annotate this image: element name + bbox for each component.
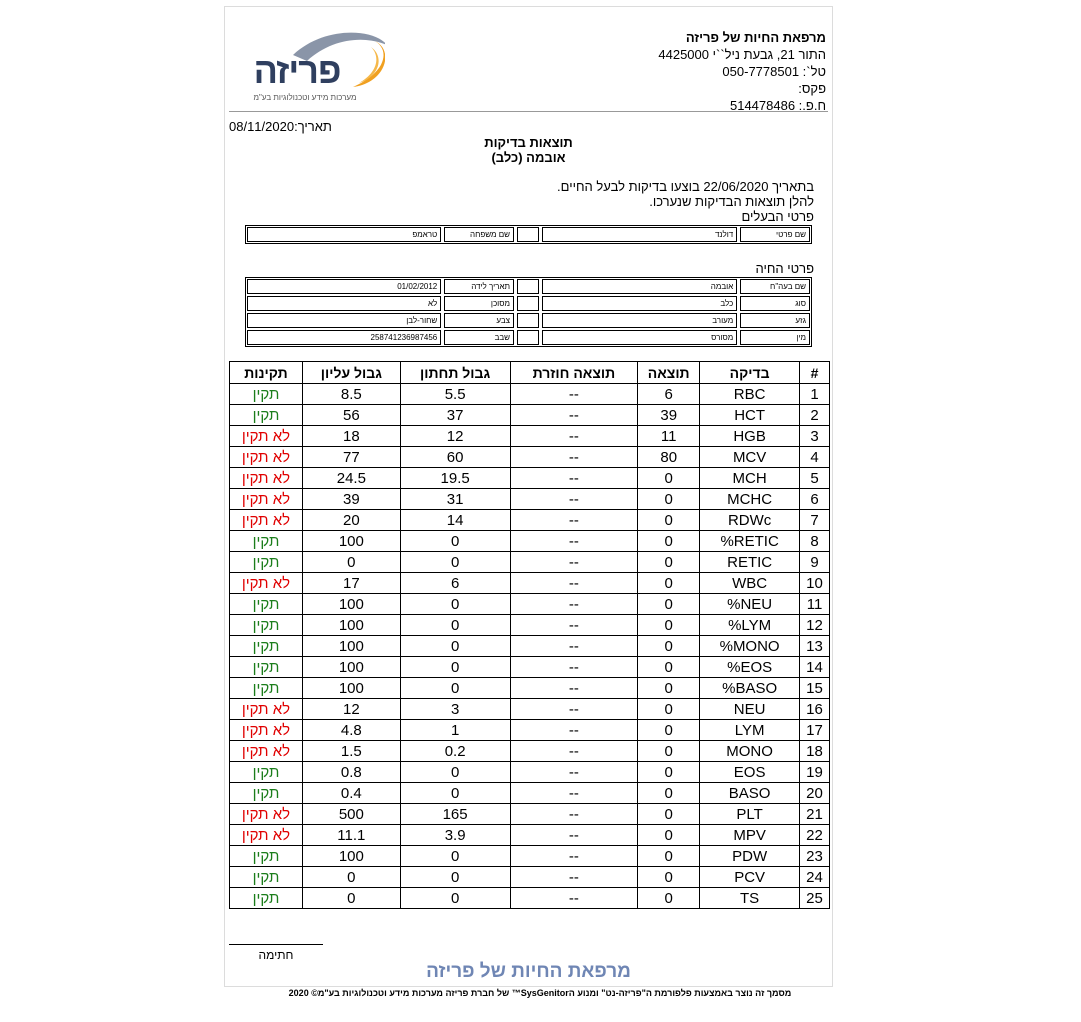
table-row bbox=[230, 468, 830, 489]
lower-limit: 1 bbox=[400, 720, 510, 741]
lower-limit: 3.9 bbox=[400, 825, 510, 846]
lower-limit: 37 bbox=[400, 405, 510, 426]
result-value: 0 bbox=[638, 615, 700, 636]
repeat-result: -- bbox=[510, 594, 638, 615]
detail-label: סוג bbox=[740, 296, 810, 311]
row-number: 7 bbox=[800, 510, 830, 531]
table-row bbox=[230, 825, 830, 846]
status-value: לא תקין bbox=[230, 447, 303, 468]
owner-row bbox=[247, 227, 810, 242]
row-number: 15 bbox=[800, 678, 830, 699]
intro-text bbox=[557, 179, 814, 209]
repeat-result: -- bbox=[510, 699, 638, 720]
repeat-result: -- bbox=[510, 720, 638, 741]
row-number: 12 bbox=[800, 615, 830, 636]
upper-limit: 39 bbox=[302, 489, 400, 510]
results-table bbox=[229, 361, 830, 909]
test-name: MCV bbox=[700, 447, 800, 468]
status-value: לא תקין bbox=[230, 804, 303, 825]
table-row bbox=[230, 405, 830, 426]
header-divider bbox=[229, 111, 828, 112]
status-value: תקין bbox=[230, 678, 303, 699]
detail-label: שבב bbox=[444, 330, 514, 345]
test-name: TS bbox=[700, 888, 800, 909]
test-name: PCV bbox=[700, 867, 800, 888]
animal-section-title: פרטי החיה bbox=[755, 261, 814, 276]
lower-limit: 12 bbox=[400, 426, 510, 447]
status-value: תקין bbox=[230, 384, 303, 405]
upper-limit: 100 bbox=[302, 594, 400, 615]
result-value: 0 bbox=[638, 846, 700, 867]
col-header-result: תוצאה bbox=[638, 362, 700, 384]
results-header-row bbox=[230, 362, 830, 384]
col-header-num: # bbox=[800, 362, 830, 384]
status-value: תקין bbox=[230, 615, 303, 636]
table-row bbox=[230, 447, 830, 468]
col-header-repeat: תוצאה חוזרת bbox=[510, 362, 638, 384]
date-value: 08/11/2020 bbox=[229, 119, 295, 134]
col-header-lower: גבול תחתון bbox=[400, 362, 510, 384]
intro-line-2: להלן תוצאות הבדיקות שנערכו. bbox=[649, 194, 814, 209]
test-name: RETIC bbox=[700, 552, 800, 573]
result-value: 0 bbox=[638, 699, 700, 720]
row-number: 2 bbox=[800, 405, 830, 426]
repeat-result: -- bbox=[510, 468, 638, 489]
result-value: 0 bbox=[638, 762, 700, 783]
test-name: HGB bbox=[700, 426, 800, 447]
upper-limit: 0 bbox=[302, 867, 400, 888]
test-name: EOS% bbox=[700, 657, 800, 678]
detail-label: תאריך לידה bbox=[444, 279, 514, 294]
status-value: תקין bbox=[230, 762, 303, 783]
repeat-result: -- bbox=[510, 657, 638, 678]
clinic-name: מרפאת החיות של פריזה bbox=[685, 30, 826, 45]
lower-limit: 0 bbox=[400, 867, 510, 888]
lower-limit: 0 bbox=[400, 657, 510, 678]
repeat-result: -- bbox=[510, 741, 638, 762]
table-row bbox=[230, 741, 830, 762]
lower-limit: 0 bbox=[400, 552, 510, 573]
repeat-result: -- bbox=[510, 678, 638, 699]
signature-line bbox=[229, 944, 323, 945]
row-number: 5 bbox=[800, 468, 830, 489]
upper-limit: 56 bbox=[302, 405, 400, 426]
first-name-label: שם פרטי bbox=[740, 227, 810, 242]
animal-details-box bbox=[245, 277, 812, 347]
table-row bbox=[230, 657, 830, 678]
animal-row bbox=[247, 313, 810, 328]
repeat-result: -- bbox=[510, 552, 638, 573]
test-name: LYM% bbox=[700, 615, 800, 636]
col-header-upper: גבול עליון bbox=[302, 362, 400, 384]
spacer-cell bbox=[517, 227, 539, 242]
signature-label: חתימה bbox=[258, 948, 294, 962]
report-date bbox=[229, 119, 332, 134]
result-value: 0 bbox=[638, 867, 700, 888]
upper-limit: 24.5 bbox=[302, 468, 400, 489]
status-value: לא תקין bbox=[230, 489, 303, 510]
table-row bbox=[230, 888, 830, 909]
result-value: 0 bbox=[638, 825, 700, 846]
row-number: 3 bbox=[800, 426, 830, 447]
upper-limit: 18 bbox=[302, 426, 400, 447]
detail-value: לא bbox=[247, 296, 441, 311]
result-value: 0 bbox=[638, 531, 700, 552]
test-name: HCT bbox=[700, 405, 800, 426]
detail-value: אובמה bbox=[542, 279, 737, 294]
row-number: 9 bbox=[800, 552, 830, 573]
spacer-cell bbox=[517, 279, 539, 294]
upper-limit: 8.5 bbox=[302, 384, 400, 405]
test-name: BASO% bbox=[700, 678, 800, 699]
test-name: WBC bbox=[700, 573, 800, 594]
spacer-cell bbox=[517, 296, 539, 311]
result-value: 39 bbox=[638, 405, 700, 426]
repeat-result: -- bbox=[510, 846, 638, 867]
result-value: 0 bbox=[638, 468, 700, 489]
repeat-result: -- bbox=[510, 783, 638, 804]
test-name: MONO bbox=[700, 741, 800, 762]
repeat-result: -- bbox=[510, 573, 638, 594]
upper-limit: 500 bbox=[302, 804, 400, 825]
status-value: תקין bbox=[230, 405, 303, 426]
result-value: 11 bbox=[638, 426, 700, 447]
detail-value: כלב bbox=[542, 296, 737, 311]
lower-limit: 0 bbox=[400, 888, 510, 909]
row-number: 4 bbox=[800, 447, 830, 468]
row-number: 6 bbox=[800, 489, 830, 510]
repeat-result: -- bbox=[510, 384, 638, 405]
repeat-result: -- bbox=[510, 426, 638, 447]
row-number: 1 bbox=[800, 384, 830, 405]
clinic-fax: פקס: bbox=[798, 81, 826, 96]
upper-limit: 0.8 bbox=[302, 762, 400, 783]
result-value: 0 bbox=[638, 510, 700, 531]
result-value: 6 bbox=[638, 384, 700, 405]
detail-label: שם בעה"ח bbox=[740, 279, 810, 294]
result-value: 0 bbox=[638, 594, 700, 615]
result-value: 0 bbox=[638, 741, 700, 762]
repeat-result: -- bbox=[510, 447, 638, 468]
lower-limit: 0 bbox=[400, 615, 510, 636]
status-value: תקין bbox=[230, 846, 303, 867]
animal-row bbox=[247, 296, 810, 311]
result-value: 0 bbox=[638, 804, 700, 825]
status-value: תקין bbox=[230, 594, 303, 615]
animal-row bbox=[247, 330, 810, 345]
owner-details-box bbox=[245, 225, 812, 244]
clinic-address: התור 21, גבעת ניל``י 4425000 bbox=[658, 47, 826, 62]
test-name: LYM bbox=[700, 720, 800, 741]
repeat-result: -- bbox=[510, 615, 638, 636]
owner-section-title: פרטי הבעלים bbox=[741, 209, 814, 224]
table-row bbox=[230, 531, 830, 552]
table-row bbox=[230, 783, 830, 804]
upper-limit: 4.8 bbox=[302, 720, 400, 741]
upper-limit: 1.5 bbox=[302, 741, 400, 762]
spacer-cell bbox=[517, 330, 539, 345]
result-value: 0 bbox=[638, 783, 700, 804]
animal-row bbox=[247, 279, 810, 294]
upper-limit: 77 bbox=[302, 447, 400, 468]
clinic-company-id: ח.פ.: 514478486 bbox=[729, 98, 826, 113]
detail-label: מסוכן bbox=[444, 296, 514, 311]
repeat-result: -- bbox=[510, 867, 638, 888]
lower-limit: 0 bbox=[400, 846, 510, 867]
row-number: 25 bbox=[800, 888, 830, 909]
result-value: 0 bbox=[638, 720, 700, 741]
upper-limit: 0 bbox=[302, 552, 400, 573]
table-row bbox=[230, 594, 830, 615]
intro-line-1: בתאריך 22/06/2020 בוצעו בדיקות לבעל החיים. bbox=[557, 179, 814, 194]
detail-value: מסורס bbox=[542, 330, 737, 345]
row-number: 22 bbox=[800, 825, 830, 846]
status-value: תקין bbox=[230, 531, 303, 552]
upper-limit: 0 bbox=[302, 888, 400, 909]
detail-label: צבע bbox=[444, 313, 514, 328]
status-value: תקין bbox=[230, 636, 303, 657]
clinic-phone: טל`: 050-7778501 bbox=[722, 64, 826, 79]
lower-limit: 31 bbox=[400, 489, 510, 510]
title-line-2: אובמה (כלב) bbox=[491, 150, 566, 165]
test-name: MCHC bbox=[700, 489, 800, 510]
status-value: לא תקין bbox=[230, 468, 303, 489]
detail-label: גזע bbox=[740, 313, 810, 328]
row-number: 18 bbox=[800, 741, 830, 762]
row-number: 8 bbox=[800, 531, 830, 552]
repeat-result: -- bbox=[510, 888, 638, 909]
row-number: 17 bbox=[800, 720, 830, 741]
status-value: תקין bbox=[230, 657, 303, 678]
last-name-label: שם משפחה bbox=[444, 227, 514, 242]
status-value: לא תקין bbox=[230, 699, 303, 720]
table-row bbox=[230, 678, 830, 699]
upper-limit: 100 bbox=[302, 615, 400, 636]
lower-limit: 0 bbox=[400, 531, 510, 552]
status-value: לא תקין bbox=[230, 825, 303, 846]
table-row bbox=[230, 552, 830, 573]
detail-label: מין bbox=[740, 330, 810, 345]
status-value: תקין bbox=[230, 552, 303, 573]
table-row bbox=[230, 699, 830, 720]
col-header-test: בדיקה bbox=[700, 362, 800, 384]
test-name: EOS bbox=[700, 762, 800, 783]
lower-limit: 5.5 bbox=[400, 384, 510, 405]
table-row bbox=[230, 510, 830, 531]
lower-limit: 0.2 bbox=[400, 741, 510, 762]
footer-disclaimer: מסמך זה נוצר באמצעות פלפורמת ה"פריזה-נט" ומנוע הSysGenitor™ של חברת פריזה מערכות מידע וטכנולוגיות בע"מ© 2020 bbox=[288, 988, 792, 998]
test-name: PLT bbox=[700, 804, 800, 825]
repeat-result: -- bbox=[510, 636, 638, 657]
upper-limit: 100 bbox=[302, 678, 400, 699]
row-number: 16 bbox=[800, 699, 830, 720]
last-name-value: טראמפ bbox=[247, 227, 441, 242]
footer-clinic-name: מרפאת החיות של פריזה bbox=[426, 961, 631, 982]
status-value: לא תקין bbox=[230, 573, 303, 594]
repeat-result: -- bbox=[510, 489, 638, 510]
table-row bbox=[230, 615, 830, 636]
first-name-value: דולנד bbox=[542, 227, 737, 242]
logo-tagline: מערכות מידע וטכנולוגיות בע"מ bbox=[253, 93, 357, 102]
upper-limit: 11.1 bbox=[302, 825, 400, 846]
test-name: RETIC% bbox=[700, 531, 800, 552]
upper-limit: 100 bbox=[302, 657, 400, 678]
test-name: PDW bbox=[700, 846, 800, 867]
company-logo bbox=[235, 21, 385, 105]
upper-limit: 12 bbox=[302, 699, 400, 720]
repeat-result: -- bbox=[510, 405, 638, 426]
repeat-result: -- bbox=[510, 762, 638, 783]
repeat-result: -- bbox=[510, 531, 638, 552]
upper-limit: 100 bbox=[302, 531, 400, 552]
test-name: NEU% bbox=[700, 594, 800, 615]
title-line-1: תוצאות בדיקות bbox=[484, 135, 573, 150]
row-number: 21 bbox=[800, 804, 830, 825]
result-value: 80 bbox=[638, 447, 700, 468]
result-value: 0 bbox=[638, 636, 700, 657]
row-number: 20 bbox=[800, 783, 830, 804]
upper-limit: 100 bbox=[302, 636, 400, 657]
lower-limit: 0 bbox=[400, 762, 510, 783]
detail-value: 258741236987456 bbox=[247, 330, 441, 345]
status-value: לא תקין bbox=[230, 741, 303, 762]
row-number: 24 bbox=[800, 867, 830, 888]
test-name: NEU bbox=[700, 699, 800, 720]
result-value: 0 bbox=[638, 888, 700, 909]
test-name: RBC bbox=[700, 384, 800, 405]
result-value: 0 bbox=[638, 489, 700, 510]
report-title bbox=[225, 135, 832, 165]
status-value: לא תקין bbox=[230, 510, 303, 531]
row-number: 11 bbox=[800, 594, 830, 615]
test-name: MPV bbox=[700, 825, 800, 846]
result-value: 0 bbox=[638, 552, 700, 573]
date-label: תאריך: bbox=[294, 119, 332, 134]
table-row bbox=[230, 720, 830, 741]
spacer-cell bbox=[517, 313, 539, 328]
repeat-result: -- bbox=[510, 804, 638, 825]
test-name: MCH bbox=[700, 468, 800, 489]
table-row bbox=[230, 804, 830, 825]
lower-limit: 0 bbox=[400, 783, 510, 804]
upper-limit: 20 bbox=[302, 510, 400, 531]
lower-limit: 60 bbox=[400, 447, 510, 468]
row-number: 13 bbox=[800, 636, 830, 657]
lower-limit: 0 bbox=[400, 594, 510, 615]
table-row bbox=[230, 573, 830, 594]
table-row bbox=[230, 762, 830, 783]
logo-wordmark: פריזה bbox=[253, 50, 341, 91]
upper-limit: 0.4 bbox=[302, 783, 400, 804]
repeat-result: -- bbox=[510, 510, 638, 531]
table-row bbox=[230, 846, 830, 867]
row-number: 19 bbox=[800, 762, 830, 783]
status-value: לא תקין bbox=[230, 426, 303, 447]
test-name: RDWc bbox=[700, 510, 800, 531]
result-value: 0 bbox=[638, 657, 700, 678]
col-header-status: תקינות bbox=[230, 362, 303, 384]
table-row bbox=[230, 384, 830, 405]
table-row bbox=[230, 636, 830, 657]
result-value: 0 bbox=[638, 678, 700, 699]
upper-limit: 17 bbox=[302, 573, 400, 594]
upper-limit: 100 bbox=[302, 846, 400, 867]
detail-value: מעורב bbox=[542, 313, 737, 328]
clinic-info bbox=[658, 29, 826, 114]
status-value: תקין bbox=[230, 783, 303, 804]
test-name: BASO bbox=[700, 783, 800, 804]
status-value: תקין bbox=[230, 888, 303, 909]
lower-limit: 3 bbox=[400, 699, 510, 720]
status-value: לא תקין bbox=[230, 720, 303, 741]
detail-value: 01/02/2012 bbox=[247, 279, 441, 294]
report-page bbox=[224, 6, 833, 987]
table-row bbox=[230, 489, 830, 510]
lower-limit: 19.5 bbox=[400, 468, 510, 489]
lower-limit: 165 bbox=[400, 804, 510, 825]
row-number: 10 bbox=[800, 573, 830, 594]
status-value: תקין bbox=[230, 867, 303, 888]
row-number: 23 bbox=[800, 846, 830, 867]
lower-limit: 0 bbox=[400, 636, 510, 657]
lower-limit: 6 bbox=[400, 573, 510, 594]
repeat-result: -- bbox=[510, 825, 638, 846]
lower-limit: 0 bbox=[400, 678, 510, 699]
detail-value: שחור-לבן bbox=[247, 313, 441, 328]
table-row bbox=[230, 867, 830, 888]
lower-limit: 14 bbox=[400, 510, 510, 531]
result-value: 0 bbox=[638, 573, 700, 594]
row-number: 14 bbox=[800, 657, 830, 678]
test-name: MONO% bbox=[700, 636, 800, 657]
table-row bbox=[230, 426, 830, 447]
